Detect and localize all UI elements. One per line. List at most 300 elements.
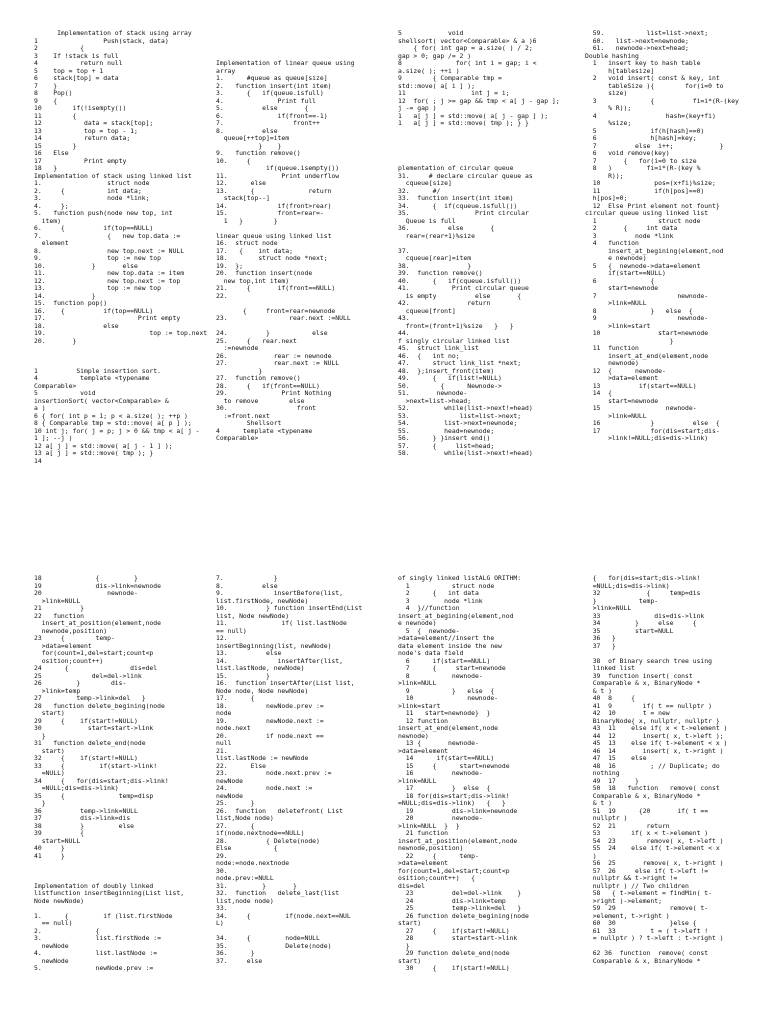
code-line: 32 { if(start!=NULL) xyxy=(34,754,138,762)
code-line: 13 { newnode- xyxy=(398,739,479,747)
code-line: 15 newnode- xyxy=(585,404,697,412)
code-line: { for(dis=start;dis->link! xyxy=(585,574,701,582)
code-line: 12 Else Print element not fount} xyxy=(585,201,720,210)
code-line: gap > 0; gap /= 2 ) xyxy=(398,51,472,60)
code-line: } } xyxy=(216,141,282,150)
code-line: of singly linked listALG ORITHM: xyxy=(398,574,522,582)
code-line: node xyxy=(216,709,232,717)
code-line: 12 for( ; j >= gap && tmp < a[ j - gap ]; xyxy=(398,96,560,105)
code-line: 1 Push(stack, data) xyxy=(34,36,169,45)
code-line: 30. xyxy=(216,866,228,875)
code-line: newnode) xyxy=(585,359,639,367)
code-line: linked list xyxy=(585,664,636,672)
code-line: 10. } else xyxy=(34,261,138,270)
code-line: 2 void insert( const & key, int xyxy=(585,74,720,82)
code-line: 58 { t->element = findMin( t- xyxy=(585,889,712,897)
code-line: 11 if(h[pos]==0) xyxy=(585,186,705,195)
code-line: 27. function remove() xyxy=(216,374,301,382)
code-line: if(node.nextnode==NULL) xyxy=(216,829,305,837)
code-line: 14. if(front>rear) xyxy=(216,201,332,210)
code-line: 5 { newnode- xyxy=(398,626,460,635)
code-line: linear queue using linked list xyxy=(216,231,332,240)
code-line: data element inside the new xyxy=(398,641,502,650)
code-line: >data=element xyxy=(34,641,92,650)
code-line: 62 36 function remove( const xyxy=(585,949,709,957)
code-line xyxy=(216,45,388,53)
code-line: 25 del=del->link xyxy=(34,671,142,680)
code-line: nullptr ) xyxy=(585,814,628,822)
code-line: 6 void remove(key) xyxy=(585,149,670,157)
code-line: 46. { int no; xyxy=(398,351,460,360)
code-line: 36. else { xyxy=(398,224,495,232)
code-line: start) xyxy=(34,709,65,717)
code-line: 3 node *link xyxy=(585,231,674,240)
code-line: =NULL) xyxy=(34,769,65,777)
code-line: 6 h[hash]=key; xyxy=(585,134,697,142)
code-line: newnode) xyxy=(398,731,429,740)
code-line: list.lastNode, newNode) xyxy=(216,664,305,672)
code-line: insert_at_begining(element,nod xyxy=(585,246,724,255)
code-line: 34. { if(node.next==NUL xyxy=(216,911,351,920)
code-line: 9 { xyxy=(34,96,58,105)
code-line: 3 node *link xyxy=(398,596,483,605)
code-line: 17 } else { xyxy=(398,784,491,792)
code-line: 32 { temp=dis xyxy=(585,589,701,597)
code-line: 23 del=del->link } xyxy=(398,889,522,897)
code-line: L) xyxy=(216,919,224,927)
code-line: 15. } xyxy=(216,671,270,680)
code-line: 24 dis->link=temp xyxy=(398,896,506,905)
code-line: insert_at_begining(element,nod xyxy=(398,611,514,620)
code-line: 4 template <typename xyxy=(216,426,313,435)
code-line: 46 14 insert( x, t->right ) xyxy=(585,746,724,755)
code-line: f singly circular linked list xyxy=(398,336,510,345)
code-line: Comparable> xyxy=(34,381,77,390)
code-line: 36. } xyxy=(216,949,255,957)
code-line: 1 ]; --j ) xyxy=(34,434,73,442)
code-line: 3 { fi=i*(R-(key xyxy=(585,96,739,105)
code-line: 37 dis->link=dis xyxy=(34,814,131,822)
code-line: Comparable> xyxy=(216,434,259,442)
code-line: 9. insertBefore(list, xyxy=(216,589,343,597)
code-line: % R)); xyxy=(585,104,632,112)
code-line: 21. xyxy=(216,746,228,755)
code-line: 5. else { xyxy=(216,104,309,112)
code-line: } temp- xyxy=(585,596,659,605)
code-line: 18. struct node *next; xyxy=(216,254,328,262)
code-line: 12 function xyxy=(398,716,449,725)
code-line: >data=element xyxy=(585,374,659,382)
code-line: 44 12 insert( x, t->left ); xyxy=(585,731,724,740)
code-line: 33. xyxy=(216,904,228,912)
code-line: 28. { if(front==NULL) xyxy=(216,381,320,390)
code-line: 15 { start=newnode xyxy=(398,761,510,770)
code-line: 31. # declare circular queue as xyxy=(398,171,533,180)
code-line: == null) xyxy=(216,626,247,635)
code-line: e newnode) xyxy=(585,254,647,262)
code-line: start=NULL xyxy=(34,836,81,845)
code-line: 7 } xyxy=(34,81,58,90)
code-line: 2 { xyxy=(34,44,85,52)
code-line: >link=start xyxy=(585,321,651,330)
code-line: 33 dis=dis->link xyxy=(585,611,705,620)
code-line: 47 15 else xyxy=(585,754,647,762)
code-line: 39. function remove() xyxy=(398,269,483,277)
code-line: >link=NULL xyxy=(585,604,632,612)
code-line: 3. { if(queue.isfull) xyxy=(216,89,324,97)
code-line: size) xyxy=(585,89,628,97)
code-line: 59. list=list->next; xyxy=(585,29,709,37)
code-line: 3. list.firstNode := xyxy=(34,934,161,942)
code-line: 59 29 remove( t- xyxy=(585,904,709,912)
code-line: 2. function insert(int item) xyxy=(216,81,332,90)
code-line: } xyxy=(216,366,263,375)
code-line: 4 function xyxy=(585,239,639,247)
code-line: 34 { for(dis=start;dis->link! xyxy=(34,776,169,785)
code-line: 16. function insertAfter(List list, xyxy=(216,679,355,687)
code-line: 12. new top.next := top xyxy=(34,276,181,285)
code-line: 20. function insert(node xyxy=(216,269,313,277)
code-line: 45 13 else if( t->element < x ) xyxy=(585,739,728,747)
code-line: 18 } xyxy=(34,164,58,172)
code-line: 11 { xyxy=(34,111,77,120)
code-line: } xyxy=(34,731,46,740)
code-line: 6 { xyxy=(585,276,655,285)
code-line: >link=NULL xyxy=(585,299,647,307)
code-line: 40. { if(cqueue.isfull()) xyxy=(398,276,522,285)
code-line: 61. newnode->next=head; xyxy=(585,44,689,52)
code-line: 22. Else xyxy=(216,761,267,770)
code-line: =NULL;dis=dis->link) { } xyxy=(398,799,506,807)
code-line: 38 of Binary search tree using xyxy=(585,656,712,665)
code-line: 1. { if (list.firstNode xyxy=(34,911,173,920)
code-line: 19 dis->link=newnode xyxy=(34,581,161,590)
code-line: 38. } xyxy=(398,261,472,270)
code-line: osition;count++) xyxy=(34,656,104,665)
code-line: 14 { xyxy=(585,389,612,397)
code-line: 29 { if(start!=NULL) xyxy=(34,716,138,725)
code-line: 37. xyxy=(398,246,410,255)
code-line: 15. function pop() xyxy=(34,299,108,307)
code-line: & t ) xyxy=(585,686,612,695)
code-line: 7 newnode- xyxy=(585,291,709,300)
code-line: h[tablesize] xyxy=(585,66,655,75)
code-line: Queue is full xyxy=(398,216,456,225)
code-line: start=newnode xyxy=(585,396,659,405)
code-line: Implementation of stack using linked list xyxy=(34,171,192,180)
code-line: R)); xyxy=(585,171,624,180)
code-line: 11. new top.data := item xyxy=(34,269,185,277)
code-line: 54. list->next=newnode; xyxy=(398,419,518,427)
code-line: 28 function delete_begining(node xyxy=(34,701,165,710)
code-line: 8 } else { xyxy=(585,306,693,315)
code-line xyxy=(398,240,574,248)
code-line: 28. { Delete(node) xyxy=(216,836,320,845)
code-line: 24. node.next := xyxy=(216,784,313,792)
code-line: 6 if(start==NULL) xyxy=(398,656,491,665)
code-line: 8. else xyxy=(216,581,278,590)
code-line: 4 template <typename xyxy=(34,374,150,382)
code-line: 13. else xyxy=(216,649,282,657)
code-line: 60 30 }else { xyxy=(585,919,697,927)
code-line: 14 return data; xyxy=(34,134,131,142)
bottom-column-1 xyxy=(34,575,204,1024)
code-line: 1 } } xyxy=(216,216,278,225)
code-line: BinaryNode{ x, nullptr, nullptr } xyxy=(585,716,720,725)
code-line: circular queue using linked list xyxy=(585,209,709,217)
code-line: 31 function delete_end(node xyxy=(34,739,146,747)
code-line: 35. Delete(node) xyxy=(216,941,332,950)
code-line: 50 18 function remove( const xyxy=(585,784,720,792)
code-line: 47. struct link_list *next; xyxy=(398,359,522,367)
code-line: 20 newnode- xyxy=(34,589,138,597)
code-line: 1 a[ j ] = std::move( a[ j - gap ] ); xyxy=(398,111,549,120)
code-line: 11. if( list.lastNode xyxy=(216,619,347,627)
code-line: 2 { int data xyxy=(398,589,479,597)
code-line: 49. { if(list!=NULL) xyxy=(398,374,502,382)
code-line: 5 void xyxy=(398,29,464,37)
code-line xyxy=(34,345,204,353)
code-line: 26. rear := newnode xyxy=(216,351,332,360)
code-line xyxy=(216,38,388,46)
code-line: 16. { if(top==NULL) xyxy=(34,306,154,315)
code-line: 18 for(dis=start;dis->link! xyxy=(398,791,510,800)
code-line: 17 Print empty xyxy=(34,156,127,165)
code-line: plementation of circular queue xyxy=(398,164,514,172)
code-line: 29. xyxy=(216,851,228,860)
code-line xyxy=(398,135,574,143)
code-line: 4 hash=(key+fi) xyxy=(585,111,716,120)
code-line: 21 function xyxy=(398,829,449,837)
code-line: insert_at_end(element,node xyxy=(585,351,709,360)
code-line: 4 }//function xyxy=(398,604,460,612)
code-line: e newnode) xyxy=(398,619,437,627)
code-line: >link!=NULL;dis=dis->link) xyxy=(585,434,709,442)
code-line: 53 if( x < t->element ) xyxy=(585,829,709,837)
code-line: list.firstNode, newNode) xyxy=(216,596,309,605)
code-line xyxy=(398,143,574,151)
code-line: Implementation of doubly linked xyxy=(34,881,154,890)
code-line: Comparable & x, BinaryNode * xyxy=(585,956,701,965)
code-line: 27 { if(start!=NULL) xyxy=(398,926,510,935)
code-line: 26 } dis- xyxy=(34,679,127,687)
code-line: 14 if(start==NULL) xyxy=(398,754,495,762)
code-line: 6 stack[top] = data xyxy=(34,74,119,82)
code-line: 11 start=newnode} } xyxy=(398,709,491,717)
code-line: 35. Print circular xyxy=(398,209,529,217)
code-line: 17. { int data; xyxy=(216,246,293,255)
code-line: >link=NULL } } xyxy=(398,821,460,830)
code-line: 8. new top.next := NULL xyxy=(34,246,185,255)
code-line: 26. function deletefront( List xyxy=(216,806,343,815)
code-line: 25. } xyxy=(216,799,255,807)
code-line: a ) xyxy=(34,404,46,412)
code-line: list,node node) xyxy=(216,896,274,905)
code-line: 5. newNode.prev := xyxy=(34,964,154,972)
code-line: 22 { temp- xyxy=(398,851,479,860)
code-line: >link=start xyxy=(398,701,441,710)
code-line: cqueue[size] xyxy=(398,179,452,187)
code-line: 48 16 ; // Duplicate; do xyxy=(585,761,720,770)
code-line: 30. front xyxy=(216,404,317,412)
code-line: 34. { node=NULL xyxy=(216,934,320,942)
code-line: nothing xyxy=(585,769,620,777)
code-line: std::move( a[ i ] ); xyxy=(398,81,475,90)
code-line: 6 { for( int p = 1; p < a.size( ); ++p ) xyxy=(34,411,188,420)
code-line: 12. xyxy=(216,634,228,642)
code-line: 5 if(h[hash]==0) xyxy=(585,126,705,135)
code-line xyxy=(398,128,574,136)
code-line: new top,int item) xyxy=(216,276,290,285)
code-line: 40 } xyxy=(34,844,65,852)
code-line: 52. while(list->next!=head) xyxy=(398,404,533,412)
code-line: newNode xyxy=(34,941,69,950)
code-line: h[pos]=0; xyxy=(585,194,628,202)
code-line: 57. { list=head; xyxy=(398,441,495,450)
code-line: { front=rear=newnode xyxy=(216,306,336,315)
code-line: 44. xyxy=(398,329,410,337)
code-line: >data=element//insert the xyxy=(398,634,495,642)
code-line: node's data field xyxy=(398,649,464,657)
code-line: list, Node newNode) xyxy=(216,611,290,620)
code-line: 13 top = top - 1; xyxy=(34,126,138,135)
code-line: 1 insert key to hash table xyxy=(585,59,701,67)
code-line xyxy=(216,30,388,38)
code-line: 9 { Comparable tmp = xyxy=(398,74,502,82)
code-line: >next=list->head; xyxy=(398,396,472,405)
code-line: if(queue.isempty()) xyxy=(216,164,340,172)
code-line: 20. } xyxy=(34,336,77,345)
bottom-column-3 xyxy=(398,575,574,1024)
code-line: 1. #queue as queue[size] xyxy=(216,74,328,82)
code-line: newNode xyxy=(216,776,243,785)
top-column-1 xyxy=(34,29,208,465)
code-line: 9 newnode- xyxy=(585,314,709,322)
code-line: 4. Print full xyxy=(216,96,317,105)
code-line: 38 } else xyxy=(34,821,135,830)
code-line: 16 newnode- xyxy=(398,769,483,777)
code-line: 21. { if(front==NULL) xyxy=(216,284,336,292)
code-line: list.lastNode := newNode xyxy=(216,754,309,762)
code-line: start) xyxy=(398,956,422,965)
code-line: 8 newnode- xyxy=(398,671,483,680)
code-line: 56 25 remove( x, t->right ) xyxy=(585,859,724,867)
code-line: 5. function push(node new top, int xyxy=(34,209,173,217)
code-line: >element, t->right ) xyxy=(585,911,670,920)
code-line: 58. while(list->next!=head) xyxy=(398,449,533,457)
code-line: Double hashing xyxy=(585,51,639,60)
code-line: 8 { Comparable tmp = std::move( a[ p ] ); xyxy=(34,419,192,427)
code-line: 17. Print empty xyxy=(34,314,181,322)
code-line: 27 temp->link=del } xyxy=(34,694,146,702)
code-line: 7. } xyxy=(216,574,278,582)
code-line: 12 a[ j ] = std::move( a[ j - 1 ] ); xyxy=(34,441,173,450)
code-line: 15 } xyxy=(34,141,77,150)
code-line: 37. else xyxy=(216,956,263,965)
code-line: 15. front=rear=- xyxy=(216,209,324,217)
code-line: 20 newnode- xyxy=(398,814,483,822)
code-line: 33 { if(start->link! xyxy=(34,761,158,770)
code-line: Node node, Node newNode) xyxy=(216,686,309,695)
code-line: nullptr ) // Two children xyxy=(585,881,689,890)
code-line: 27. rear.next := NULL xyxy=(216,359,340,367)
code-line: 1 a[ j ] = std::move( tmp ); } } xyxy=(398,119,529,127)
code-line: Comparable & x, BinaryNode * xyxy=(585,791,701,800)
code-line: for(count=1,del=start;count<p xyxy=(34,649,154,657)
code-line: 35 { temp=disp xyxy=(34,791,154,800)
code-line: listfunction insertBeginning(List list, xyxy=(34,889,185,897)
code-line: node:=node.nextnode xyxy=(216,859,290,867)
code-line: 41 9 if( t == nullptr ) xyxy=(585,701,712,710)
code-line: 12 data = stack[top]; xyxy=(34,119,154,127)
code-line: 23. rear.next :=NULL xyxy=(216,314,351,322)
code-line: insertionSort( vector<Comparable> & xyxy=(34,396,169,405)
code-line: 9 } else { xyxy=(398,686,495,695)
code-line: 14. insertAfter(list, xyxy=(216,656,343,665)
code-line: 16. struct node xyxy=(216,239,278,247)
code-line: node.prev:=NULL xyxy=(216,874,274,882)
code-line: >link=NULL xyxy=(585,411,647,420)
code-line: null xyxy=(216,739,232,747)
code-line: ) xyxy=(585,851,597,860)
code-line: 10. } function insertEnd(List xyxy=(216,604,363,612)
code-line: element xyxy=(34,239,69,247)
code-line: 22. xyxy=(216,291,228,300)
code-line: 29 function delete_end(node xyxy=(398,949,510,957)
code-line: queue[++top]=item xyxy=(216,134,290,142)
code-line: 16 } else { xyxy=(585,419,720,427)
code-line: =NULL;dis=dis->link) xyxy=(34,784,119,792)
code-line: >data=element xyxy=(398,746,449,755)
bottom-column-2 xyxy=(216,575,388,1024)
code-line: cqueue[rear]=item xyxy=(398,254,472,262)
code-line: 3. node *link; xyxy=(34,194,150,202)
code-line: >link=temp xyxy=(34,686,81,695)
code-line: 30 start=start->link xyxy=(34,724,154,732)
code-line: start) xyxy=(398,919,422,927)
code-line: 61 33 t = ( t->left ! xyxy=(585,926,709,935)
code-line: 14. } xyxy=(34,291,96,300)
code-line: 1 struct node xyxy=(585,216,701,225)
code-line: 1 Simple insertion sort. xyxy=(34,366,161,375)
code-line: Implementation of linear queue using xyxy=(216,59,355,67)
code-line: 33. function insert(int item) xyxy=(398,194,514,202)
code-line: 51. newnode- xyxy=(398,389,468,397)
code-line: 57 26 else if( t->left != xyxy=(585,866,709,875)
code-line: stack[top--] xyxy=(216,194,270,202)
code-line: 34. { if(cqueue.isfull()) xyxy=(398,201,518,210)
code-line: 34 } else { xyxy=(585,619,697,627)
code-line: 7. { new top.data := xyxy=(34,231,181,240)
top-column-2 xyxy=(216,30,388,500)
code-line: 36 temp->link=NULL xyxy=(34,806,138,815)
code-line: 18. else xyxy=(34,321,119,330)
code-line: 39 function insert( const xyxy=(585,671,693,680)
code-line: 4 return null xyxy=(34,59,123,67)
code-line: Shellsort xyxy=(216,419,282,427)
code-line: == null) xyxy=(34,919,73,927)
code-line: 30 { if(start!=NULL) xyxy=(398,964,510,972)
code-line: 48. };insert_front(item) xyxy=(398,366,495,375)
code-line: 12. else xyxy=(216,179,267,187)
code-line: 6. { if(top==NULL) xyxy=(34,224,154,232)
code-line: 31. } } xyxy=(216,881,297,890)
code-line: 29. Print Nothing xyxy=(216,389,332,397)
code-line: } xyxy=(34,799,46,807)
code-line: 43 11 else if( x < t->element ) xyxy=(585,724,728,732)
code-line: 26 function delete_begining(node xyxy=(398,911,529,920)
code-line: >link=NULL xyxy=(34,596,81,605)
